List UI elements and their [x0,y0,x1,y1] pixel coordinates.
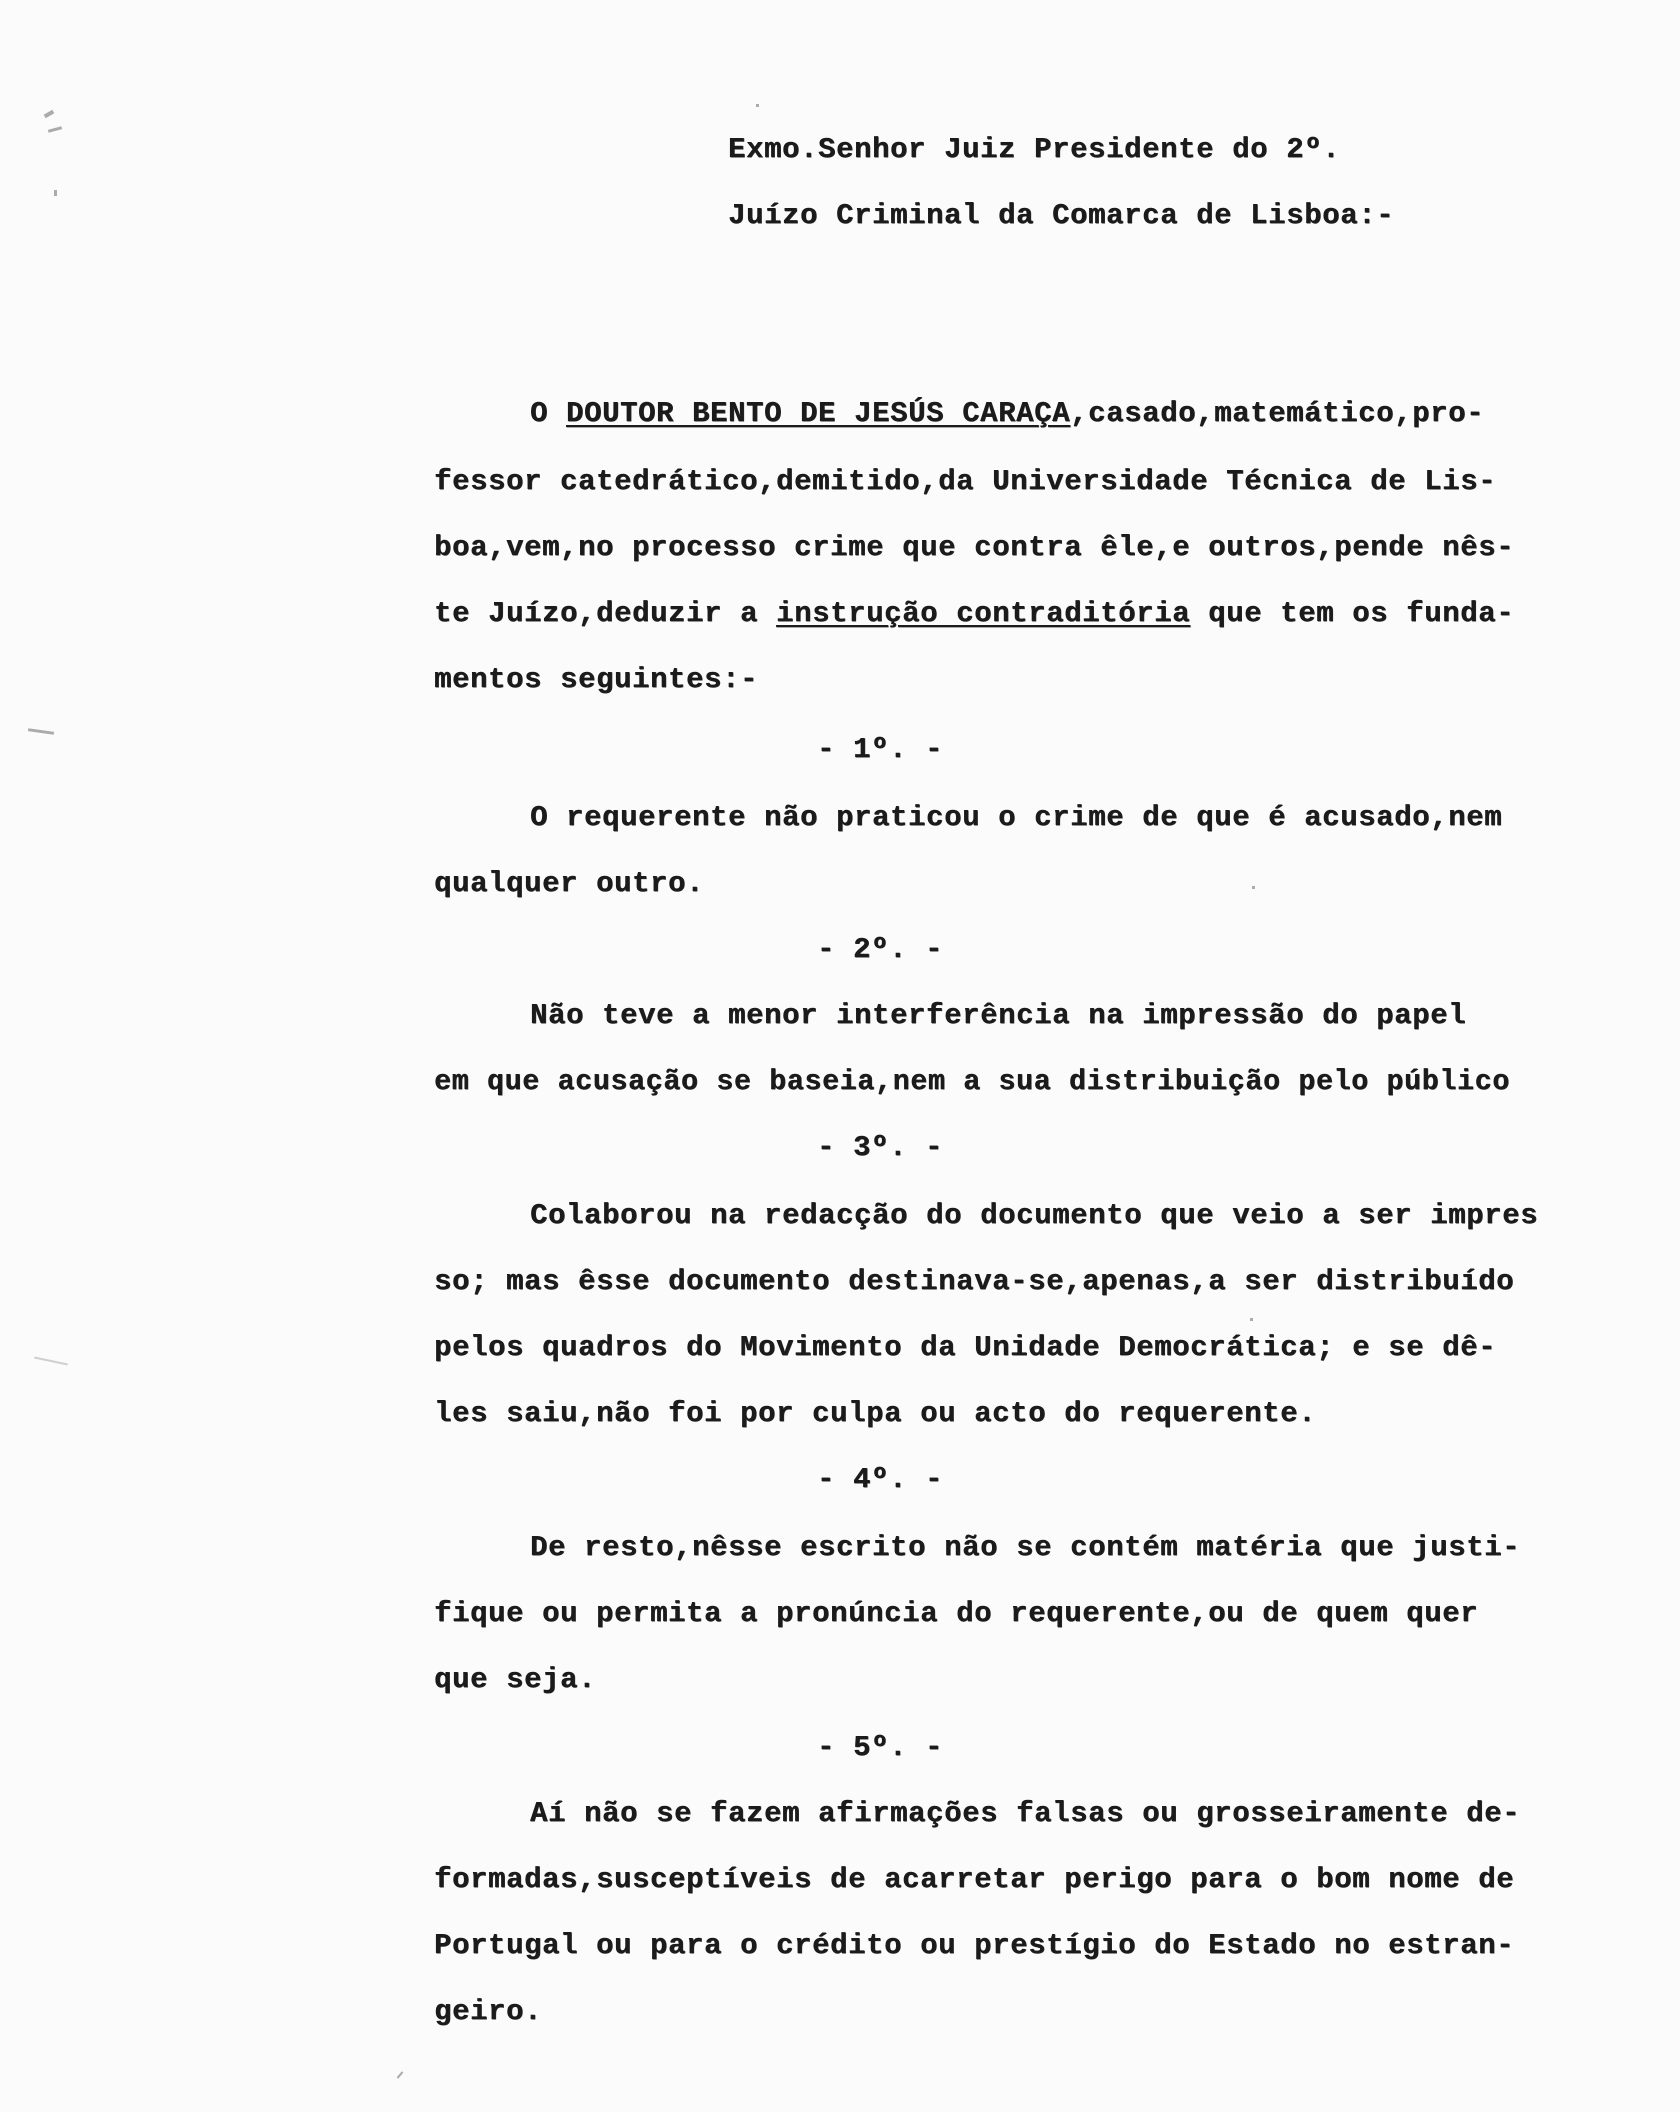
article-number: - 4º. - [816,1463,944,1496]
defendant-name: DOUTOR BENTO DE JESÚS CARAÇA [566,397,1071,430]
article-line: les saiu,não foi por culpa ou acto do requerente. [434,1397,1317,1430]
scan-speck [34,1356,68,1365]
intro-line-1-rest: ,casado,matemático,pro- [1070,397,1485,430]
article-line: pelos quadros do Movimento da Unidade Democrática; e se dê- [434,1331,1497,1364]
article-line: formadas,susceptíveis de acarretar perigo para o bom nome de [434,1863,1515,1896]
scan-speck [44,110,55,118]
article-number: - 5º. - [816,1731,944,1764]
article-line: qualquer outro. [434,867,705,900]
intro-line-4-end: que tem os funda- [1190,597,1515,630]
scan-speck [397,2071,404,2078]
intro-opening: O [530,397,567,430]
article-line: O requerente não praticou o crime de que é acusado,nem [530,801,1503,834]
article-line: que seja. [434,1663,597,1696]
intro-line-4 [434,596,1514,632]
article-number: - 2º. - [816,933,944,966]
scan-speck [756,104,759,107]
article-line: em que acusação se baseia,nem a sua distribuição pelo público [434,1065,1510,1098]
intro-line-3: boa,vem,no processo crime que contra êle,e outros,pende nês- [434,531,1515,564]
scan-speck [1250,1318,1253,1321]
intro-line-4-start: te Juízo,deduzir a [434,597,777,630]
scan-speck [28,728,54,735]
intro-line-2: fessor catedrático,demitido,da Universidade Técnica de Lis- [434,465,1497,498]
scan-speck [48,126,62,133]
article-line: Portugal ou para o crédito ou prestígio do Estado no estran- [434,1929,1515,1962]
article-line: geiro. [434,1995,543,2028]
scan-speck [1252,886,1255,889]
intro-line-1 [530,396,1484,432]
instrucao-contraditoria: instrução contraditória [776,597,1191,630]
intro-line-5: mentos seguintes:- [434,663,759,696]
addressee-line-1: Exmo.Senhor Juiz Presidente do 2º. [728,133,1341,166]
article-number: - 1º. - [816,733,944,766]
article-line: fique ou permita a pronúncia do requerente,ou de quem quer [434,1597,1479,1630]
scan-speck [54,190,57,196]
article-line: so; mas êsse documento destinava-se,apenas,a ser distribuído [434,1265,1515,1298]
article-number: - 3º. - [816,1131,944,1164]
addressee-line-2: Juízo Criminal da Comarca de Lisboa:- [728,199,1395,232]
article-line: De resto,nêsse escrito não se contém matéria que justi- [530,1531,1521,1564]
article-line: Não teve a menor interferência na impressão do papel [530,999,1467,1032]
article-line: Aí não se fazem afirmações falsas ou grosseiramente de- [530,1797,1521,1830]
article-line: Colaborou na redacção do documento que veio a ser impres [530,1199,1539,1232]
